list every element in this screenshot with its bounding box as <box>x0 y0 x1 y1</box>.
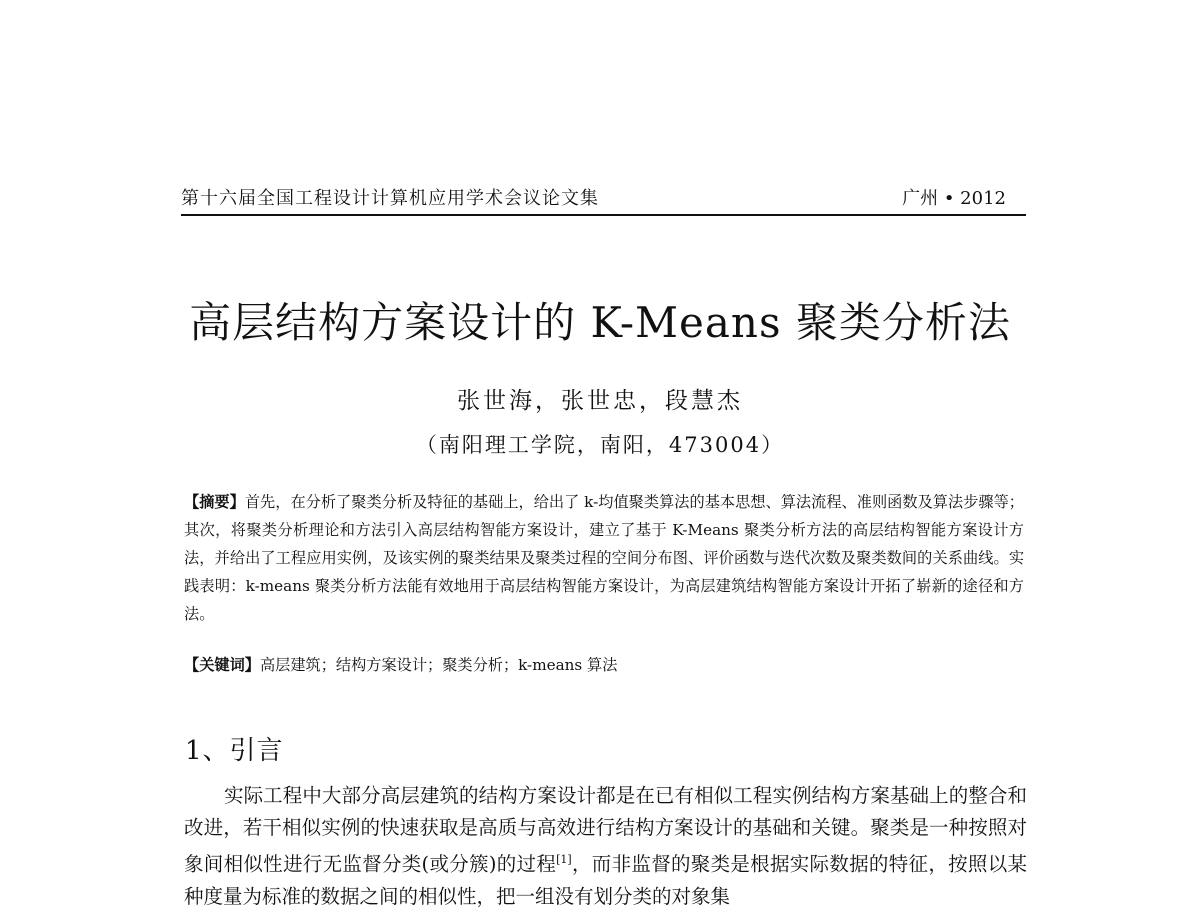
proceedings-title: 第十六届全国工程设计计算机应用学术会议论文集 <box>181 188 599 209</box>
body-text-part-1: 实际工程中大部分高层建筑的结构方案设计都是在已有相似工程实例结构方案基础上的整合和改进，若干相似实例的快速获取是高质与高效进行结构方案设计的基础和关键。聚类是一种按照对象间相似性进行无监督分类(或分簇)的过程 <box>184 784 1027 876</box>
keywords-text: 高层建筑；结构方案设计；聚类分析；k-means 算法 <box>259 656 618 674</box>
paper-title: 高层结构方案设计的 K-Means 聚类分析法 <box>189 298 1011 347</box>
citation-ref: [1] <box>556 853 572 866</box>
body-text-part-2: ，而非监督的聚类是根据实际数据的特征，按照以某种度量为标准的数据之间的相似性，把一组没有划分类的对象集 <box>184 852 1027 908</box>
venue-year: 广州 • 2012 <box>902 188 1006 209</box>
abstract <box>184 488 1024 628</box>
keywords-label: 【关键词】 <box>184 656 260 674</box>
running-header <box>181 186 1026 216</box>
author-list: 张世海，张世忠，段慧杰 <box>457 388 743 414</box>
section-heading: 1、引言 <box>185 736 284 766</box>
affiliation: （南阳理工学院，南阳，473004） <box>415 433 785 457</box>
abstract-label: 【摘要】 <box>184 493 245 511</box>
keywords <box>184 651 1024 679</box>
body-paragraph <box>184 780 1027 913</box>
abstract-text: 首先，在分析了聚类分析及特征的基础上，给出了 k-均值聚类算法的基本思想、算法流程、准则函数及算法步骤等；其次，将聚类分析理论和方法引入高层结构智能方案设计，建立了基于 K-Means 聚类分析方法的高层结构智能方案设计方法，并给出了工程应用实例，及该实例的聚类结果及聚类过程的空间分布图、评价函数与迭代次数及聚类数间的关系曲线。实践表明：k-means 聚类分析方法能有效地用于高层结构智能方案设计，为高层建筑结构智能方案设计开拓了崭新的途径和方法。 <box>184 493 1024 623</box>
